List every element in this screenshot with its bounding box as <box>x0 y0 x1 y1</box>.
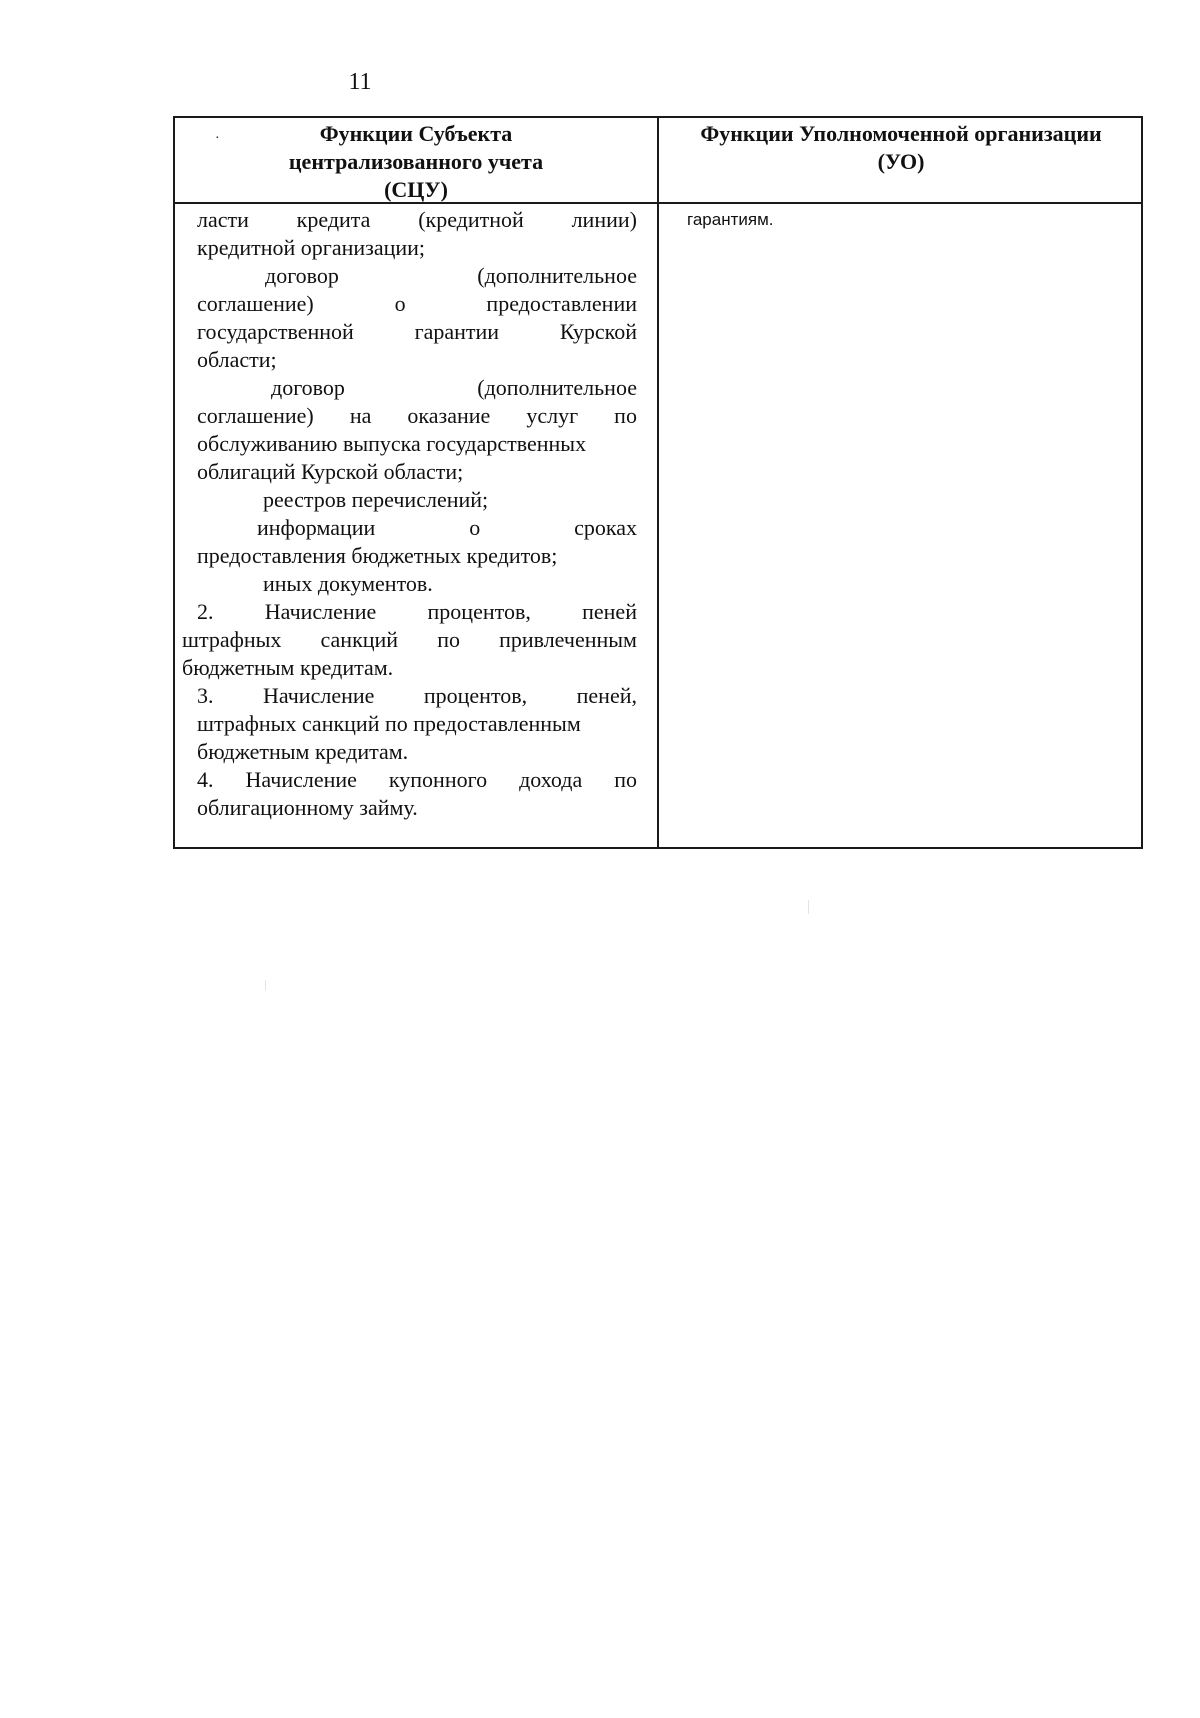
text-line: договор (дополнительное <box>265 263 637 288</box>
right-column-text: гарантиям. <box>687 210 774 229</box>
text-line: бюджетным кредитам. <box>197 739 409 764</box>
text-line: предоставления бюджетных кредитов; <box>197 543 558 568</box>
header-right-line: Функции Уполномоченной организации <box>700 121 1102 146</box>
header-left-line: (СЦУ) <box>384 177 448 202</box>
text-line: 2. Начисление процентов, пеней <box>197 599 637 624</box>
header-right <box>659 120 1143 176</box>
text-line: обслуживанию выпуска государственных <box>197 431 587 456</box>
text-line: 3. Начисление процентов, пеней, <box>197 683 637 708</box>
scan-artifact <box>265 980 266 990</box>
text-line: иных документов. <box>263 571 433 596</box>
text-line: информации о сроках <box>257 515 637 540</box>
text-line: штрафных санкций по предоставленным <box>197 711 581 736</box>
text-line: государственной гарантии Курской <box>197 319 637 344</box>
text-line: 4. Начисление купонного дохода по <box>197 767 637 792</box>
page-number: 11 <box>348 69 372 95</box>
text-line: соглашение) о предоставлении <box>197 291 637 316</box>
header-left-line: централизованного учета <box>288 149 544 174</box>
text-line: договор (дополнительное <box>271 375 637 400</box>
header-left <box>175 120 657 204</box>
stray-mark: · <box>215 131 220 146</box>
text-line: облигаций Курской области; <box>197 459 464 484</box>
text-line: бюджетным кредитам. <box>182 655 394 680</box>
functions-table <box>173 116 1143 849</box>
text-line: облигационному займу. <box>197 795 418 820</box>
left-column-text <box>182 206 637 822</box>
header-right-line: (УО) <box>877 149 925 174</box>
text-line: области; <box>197 347 277 372</box>
text-line: кредитной организации; <box>197 235 426 260</box>
text-line: ласти кредита (кредитной линии) <box>197 207 637 232</box>
text-line: соглашение) на оказание услуг по <box>197 403 637 428</box>
text-line: реестров перечислений; <box>263 487 489 512</box>
text-line: штрафных санкций по привлеченным <box>182 627 637 652</box>
header-left-line: Функции Субъекта <box>319 121 513 146</box>
scan-artifact <box>808 900 809 914</box>
column-divider <box>657 118 659 847</box>
